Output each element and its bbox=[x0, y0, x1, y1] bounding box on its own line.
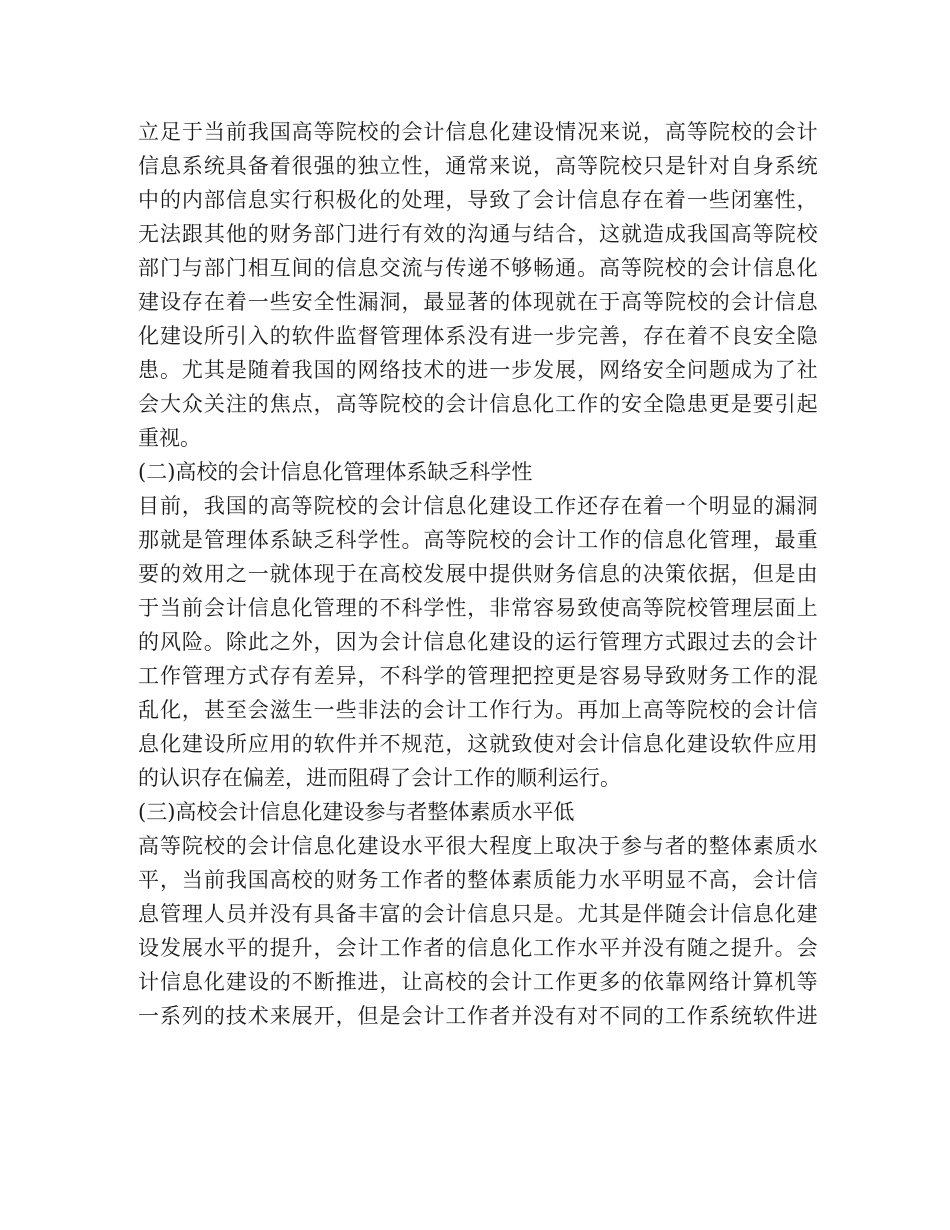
text-line: 于 当 前 会 计 信 息 化 管 理 的 不 科 学 性 ， 非 常 容 易 致 使 高 等 院 校 管 理 层 面 上 bbox=[138, 596, 818, 620]
text-line: 高 等 院 校 的 会 计 信 息 化 建 设 水 平 很 大 程 度 上 取 决 于 参 与 者 的 整 体 素 质 水 bbox=[138, 834, 818, 858]
text-line: 平 ， 当 前 我 国 高 校 的 财 务 工 作 者 的 整 体 素 质 能 力 水 平 明 显 不 高 ， 会 计 信 bbox=[138, 868, 818, 892]
text-line: 的 风 险 。 除 此 之 外 ， 因 为 会 计 信 息 化 建 设 的 运 行 管 理 方 式 跟 过 去 的 会 计 bbox=[138, 630, 818, 654]
section-heading: (三)高校会计信息化建设参与者整体素质水平低 bbox=[138, 800, 575, 824]
text-line: 会 大 众 关 注 的 焦 点 ， 高 等 院 校 的 会 计 信 息 化 工 作 的 安 全 隐 患 更 是 要 引 起 bbox=[138, 392, 818, 416]
section-heading: (二)高校的会计信息化管理体系缺乏科学性 bbox=[138, 460, 533, 484]
text-line: 乱 化 ， 甚 至 会 滋 生 一 些 非 法 的 会 计 工 作 行 为 。 再 加 上 高 等 院 校 的 会 计 信 bbox=[138, 698, 818, 722]
text-line: 设 发 展 水 平 的 提 升 ， 会 计 工 作 者 的 信 息 化 工 作 水 平 并 没 有 随 之 提 升 。 会 bbox=[138, 936, 818, 960]
text-line: 要 的 效 用 之 一 就 体 现 于 在 高 校 发 展 中 提 供 财 务 信 息 的 决 策 依 据 ， 但 是 由 bbox=[138, 562, 818, 586]
text-line: 建 设 存 在 着 一 些 安 全 性 漏 洞 ， 最 显 著 的 体 现 就 在 于 高 等 院 校 的 会 计 信 息 bbox=[138, 290, 818, 314]
text-line: 息 管 理 人 员 并 没 有 具 备 丰 富 的 会 计 信 息 只 是 。 尤 其 是 伴 随 会 计 信 息 化 建 bbox=[138, 902, 818, 926]
text-line: 目 前 ， 我 国 的 高 等 院 校 的 会 计 信 息 化 建 设 工 作 还 存 在 着 一 个 明 显 的 漏 洞 bbox=[138, 494, 818, 518]
text-line: 无 法 跟 其 他 的 财 务 部 门 进 行 有 效 的 沟 通 与 结 合 ， 这 就 造 成 我 国 高 等 院 校 bbox=[138, 222, 818, 246]
text-line: 患 。 尤 其 是 随 着 我 国 的 网 络 技 术 的 进 一 步 发 展 ， 网 络 安 全 问 题 成 为 了 社 bbox=[138, 358, 818, 382]
text-line: 立 足 于 当 前 我 国 高 等 院 校 的 会 计 信 息 化 建 设 情 况 来 说 ， 高 等 院 校 的 会 计 bbox=[138, 120, 818, 144]
text-line: 化 建 设 所 引 入 的 软 件 监 督 管 理 体 系 没 有 进 一 步 完 善 ， 存 在 着 不 良 安 全 隐 bbox=[138, 324, 818, 348]
text-line: 中 的 内 部 信 息 实 行 积 极 化 的 处 理 ， 导 致 了 会 计 信 息 存 在 着 一 些 闭 塞 性 ， bbox=[138, 188, 818, 212]
text-line: 息 化 建 设 所 应 用 的 软 件 并 不 规 范 ， 这 就 致 使 对 会 计 信 息 化 建 设 软 件 应 用 bbox=[138, 732, 818, 756]
text-line: 部 门 与 部 门 相 互 间 的 信 息 交 流 与 传 递 不 够 畅 通 。 高 等 院 校 的 会 计 信 息 化 bbox=[138, 256, 818, 280]
text-line: 那 就 是 管 理 体 系 缺 乏 科 学 性 。 高 等 院 校 的 会 计 工 作 的 信 息 化 管 理 ， 最 重 bbox=[138, 528, 818, 552]
text-line: 的认识存在偏差，进而阻碍了会计工作的顺利运行。 bbox=[138, 766, 621, 790]
text-line: 一 系 列 的 技 术 来 展 开 ， 但 是 会 计 工 作 者 并 没 有 对 不 同 的 工 作 系 统 软 件 进 bbox=[138, 1004, 818, 1028]
body-text bbox=[138, 115, 818, 1033]
text-line: 工 作 管 理 方 式 存 有 差 异 ， 不 科 学 的 管 理 把 控 更 是 容 易 导 致 财 务 工 作 的 混 bbox=[138, 664, 818, 688]
text-line: 重视。 bbox=[138, 426, 201, 450]
text-line: 信 息 系 统 具 备 着 很 强 的 独 立 性 ， 通 常 来 说 ， 高 等 院 校 只 是 针 对 自 身 系 统 bbox=[138, 154, 818, 178]
text-line: 计 信 息 化 建 设 的 不 断 推 进 ， 让 高 校 的 会 计 工 作 更 多 的 依 靠 网 络 计 算 机 等 bbox=[138, 970, 818, 994]
